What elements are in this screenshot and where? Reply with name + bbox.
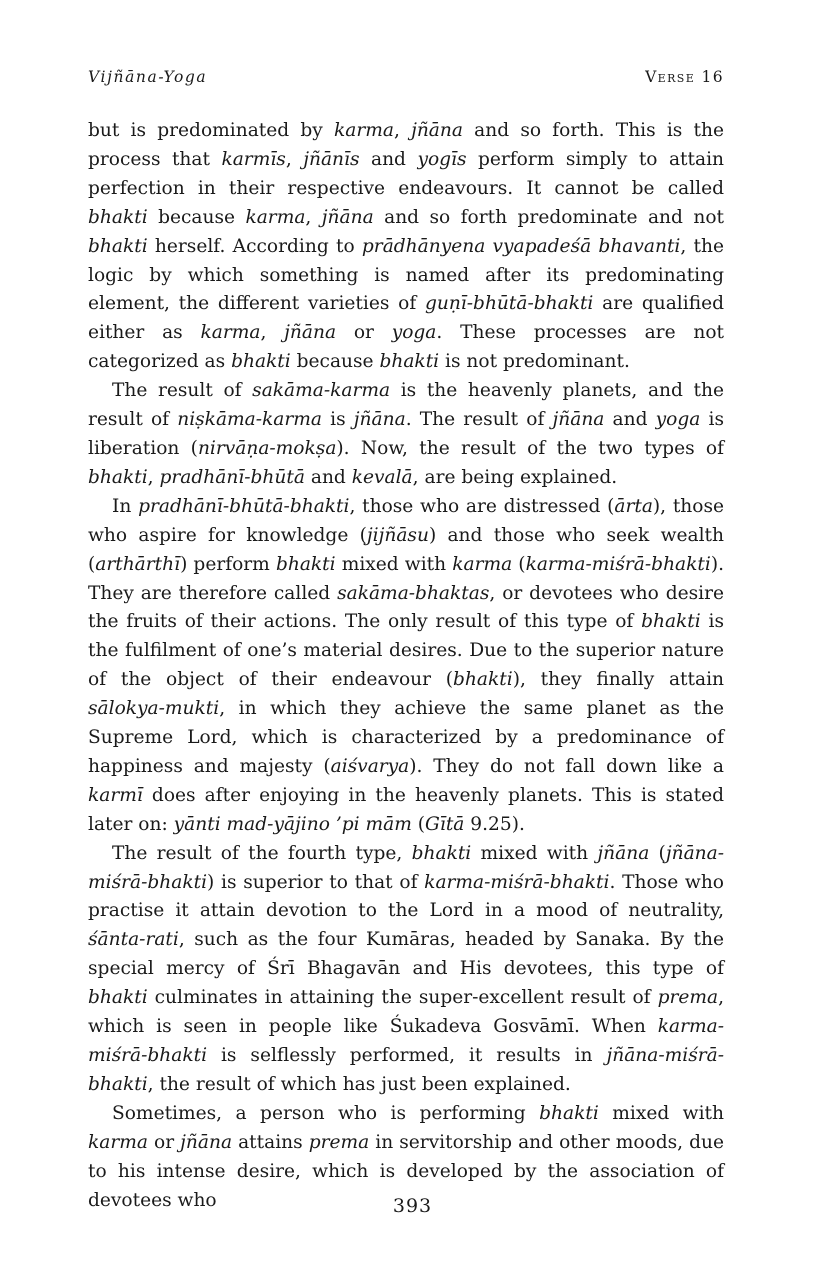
italic-term: jñāna bbox=[552, 409, 605, 431]
text-run: , bbox=[393, 120, 412, 141]
italic-term: bhakti bbox=[539, 1102, 599, 1124]
italic-term: karmīs bbox=[221, 148, 286, 170]
text-run: are qualified either as bbox=[88, 293, 725, 344]
text-run: herself. According to bbox=[147, 235, 362, 257]
text-run: , the result of which has just been explained. bbox=[147, 1073, 571, 1095]
text-run: ) and those who seek wealth ( bbox=[88, 524, 724, 575]
italic-term: karma bbox=[88, 1131, 148, 1153]
italic-term: sakāma-bhaktas bbox=[337, 582, 490, 604]
italic-term: jñāna bbox=[321, 206, 374, 228]
text-run: . Those who practise it attain devotion to the Lord in a mood of neutrality, bbox=[88, 871, 724, 922]
italic-term: yogīs bbox=[417, 148, 467, 170]
italic-term: śānta-rati bbox=[88, 929, 179, 951]
text-run: , bbox=[147, 466, 160, 488]
text-run: , or devotees who desire the fruits of their actions. The only result of this type of bbox=[88, 582, 724, 633]
paragraph bbox=[88, 493, 724, 840]
text-run: is the heavenly planets, and the result of bbox=[88, 380, 724, 431]
italic-term: jñāna-miśrā-bhakti bbox=[88, 842, 724, 893]
text-run: ) perform bbox=[180, 553, 276, 575]
italic-term: prema bbox=[657, 987, 719, 1009]
page-number: 393 bbox=[392, 1195, 433, 1217]
italic-term: aiśvarya bbox=[330, 755, 410, 777]
italic-term: jñāna-miśrā-bhakti bbox=[88, 1045, 724, 1095]
italic-term: yoga bbox=[655, 409, 701, 431]
text-run: does after enjoying in the heavenly planets. This is stated later on: bbox=[88, 784, 724, 835]
italic-term: jñāna bbox=[411, 120, 463, 141]
italic-term: karma-miśrā-bhakti bbox=[525, 553, 711, 575]
text-run: or bbox=[147, 1131, 181, 1153]
text-run: The result of bbox=[112, 380, 253, 402]
italic-term: Gītā bbox=[425, 813, 465, 835]
text-run: because bbox=[290, 351, 380, 373]
text-run: is selflessly performed, it results in bbox=[207, 1045, 607, 1066]
paragraph bbox=[88, 377, 724, 493]
text-run: in servitorship and other moods, due to his intense desire, which is developed by the association of devotees who bbox=[88, 1131, 724, 1211]
text-run: and bbox=[304, 466, 352, 488]
text-run: , bbox=[305, 206, 322, 228]
text-run: Sometimes, a person who is performing bbox=[112, 1102, 540, 1124]
italic-term: karmī bbox=[88, 784, 143, 806]
italic-term: pradhānī-bhūtā bbox=[159, 466, 305, 488]
text-run: , which is seen in people like Śukadeva Gosvāmī. When bbox=[88, 987, 724, 1038]
text-run: culminates in attaining the super-excellent result of bbox=[147, 987, 658, 1009]
text-run: is bbox=[322, 409, 354, 431]
text-run: ), they finally attain bbox=[512, 669, 725, 691]
text-run: , bbox=[285, 148, 304, 170]
italic-term: yānti mad-yājino ’pi mām bbox=[173, 813, 412, 835]
text-run: ) is superior to that of bbox=[207, 871, 425, 893]
text-run: ( bbox=[512, 553, 526, 575]
text-run: , bbox=[260, 322, 285, 344]
italic-term: ārta bbox=[614, 495, 653, 517]
italic-term: karma-miśrā-bhakti bbox=[88, 1016, 724, 1066]
paragraph bbox=[88, 840, 724, 1100]
text-run: but is predominated by bbox=[88, 120, 334, 141]
text-run: , in which they achieve the same planet as the Supreme Lord, which is characterized by a predominance of happiness and majesty ( bbox=[88, 698, 724, 777]
text-run: mixed with bbox=[598, 1102, 724, 1124]
italic-term: karma bbox=[333, 120, 394, 141]
running-head-verse: Verse 16 bbox=[645, 68, 724, 86]
text-run: ( bbox=[411, 813, 426, 835]
running-header bbox=[88, 68, 724, 86]
text-run: 9.25). bbox=[464, 813, 525, 835]
italic-term: pradhānī-bhūtā-bhakti bbox=[138, 495, 350, 517]
running-head-chapter: Vijñāna-Yoga bbox=[88, 68, 208, 86]
text-run: mixed with bbox=[471, 842, 598, 864]
italic-term: jñānīs bbox=[303, 148, 360, 170]
italic-term: bhakti bbox=[379, 351, 440, 373]
text-run: mixed with bbox=[335, 553, 453, 575]
italic-term: bhakti bbox=[88, 987, 148, 1009]
italic-term: jñāna bbox=[353, 409, 406, 431]
italic-term: bhakti bbox=[411, 842, 472, 864]
italic-term: arthārthī bbox=[95, 553, 181, 575]
italic-term: jñāna bbox=[597, 842, 650, 864]
italic-term: jñāna bbox=[284, 322, 337, 344]
italic-term: prema bbox=[308, 1131, 370, 1153]
italic-term: bhakti bbox=[88, 206, 148, 228]
paragraph bbox=[88, 117, 724, 377]
italic-term: yoga bbox=[391, 322, 437, 344]
text-run: . The result of bbox=[405, 409, 553, 431]
italic-term: karma bbox=[245, 206, 306, 228]
italic-term: prādhānyena vyapadeśā bhavanti bbox=[361, 235, 681, 257]
text-run: . These processes are not categorized as bbox=[88, 322, 724, 373]
italic-term: niṣkāma-karma bbox=[177, 409, 322, 431]
italic-term: bhakti bbox=[453, 669, 513, 691]
body-text bbox=[88, 117, 724, 1215]
text-run: is liberation ( bbox=[88, 409, 725, 459]
text-run: ). They are therefore called bbox=[88, 553, 725, 604]
text-run: ). They do not fall down like a bbox=[409, 755, 724, 777]
italic-term: bhakti bbox=[641, 611, 701, 633]
text-run: is the fulfilment of one’s material desires. Due to the superior nature of the object of their endeavour ( bbox=[88, 611, 724, 691]
text-run: because bbox=[147, 206, 246, 228]
italic-term: sakāma-karma bbox=[252, 380, 391, 402]
text-run: , those who are distressed ( bbox=[349, 495, 615, 517]
text-run: or bbox=[336, 322, 392, 344]
italic-term: bhakti bbox=[275, 553, 336, 575]
text-run: In bbox=[112, 495, 139, 517]
text-run: attains bbox=[232, 1131, 309, 1153]
text-run: and bbox=[604, 409, 656, 431]
italic-term: karma bbox=[200, 322, 261, 344]
text-run: ), those who aspire for knowledge ( bbox=[88, 495, 725, 546]
italic-term: bhakti bbox=[88, 466, 148, 488]
text-run: , the logic by which something is named after its predominating element, the different varieties of bbox=[88, 235, 724, 315]
text-run: and so forth. This is the process that bbox=[88, 120, 724, 170]
italic-term: bhakti bbox=[231, 351, 291, 373]
italic-term: guṇī-bhūtā-bhakti bbox=[424, 293, 594, 315]
text-run: and so forth predominate and not bbox=[373, 206, 725, 228]
text-run: and bbox=[359, 148, 418, 170]
italic-term: karma bbox=[452, 553, 513, 575]
text-run: The result of the fourth type, bbox=[112, 842, 412, 864]
italic-term: nirvāṇa-mokṣa bbox=[197, 437, 337, 459]
text-run: , such as the four Kumāras, headed by Sanaka. By the special mercy of Śrī Bhagavān and His devotees, this type of bbox=[88, 929, 724, 980]
text-run: , are being explained. bbox=[412, 466, 618, 488]
italic-term: karma-miśrā-bhakti bbox=[424, 871, 610, 893]
italic-term: bhakti bbox=[88, 235, 148, 257]
italic-term: jijñāsu bbox=[366, 524, 429, 546]
text-run: perform simply to attain perfection in their respective endeavours. It cannot be called bbox=[88, 148, 724, 199]
italic-term: jñāna bbox=[180, 1131, 233, 1153]
text-run: is not predominant. bbox=[439, 351, 630, 373]
text-run: ). Now, the result of the two types of bbox=[336, 437, 725, 459]
text-run: ( bbox=[649, 842, 666, 864]
italic-term: sālokya-mukti bbox=[88, 698, 220, 720]
italic-term: kevalā bbox=[351, 466, 413, 488]
